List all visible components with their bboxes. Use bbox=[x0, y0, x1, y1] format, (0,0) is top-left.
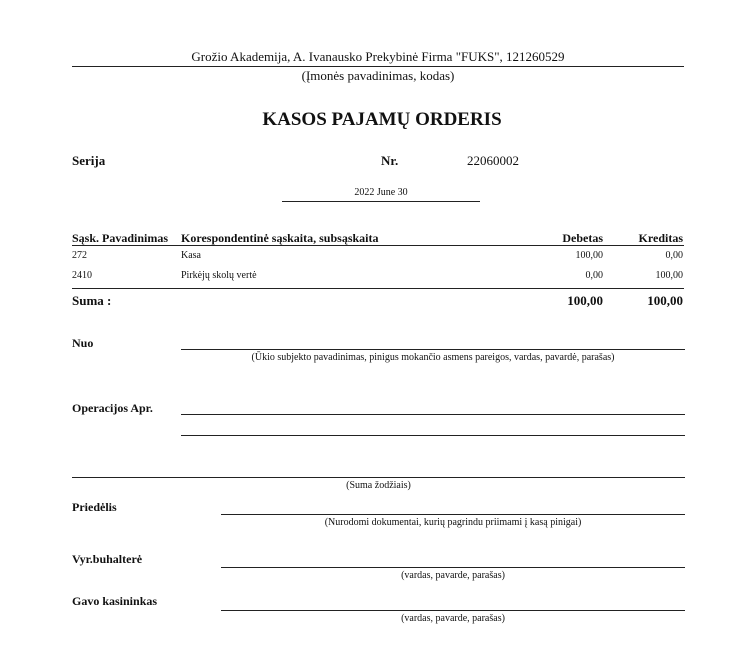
accountant-label: Vyr.buhalterė bbox=[72, 552, 143, 566]
sum-words-caption: (Suma žodžiais) bbox=[346, 480, 411, 491]
operation-label: Operacijos Apr. bbox=[72, 401, 153, 415]
row-account: 2410 bbox=[72, 270, 92, 281]
sum-debit: 100,00 bbox=[567, 293, 603, 308]
from-line bbox=[181, 349, 685, 350]
document-title: KASOS PAJAMŲ ORDERIS bbox=[262, 109, 502, 130]
row-correspondent: Pirkėjų skolų vertė bbox=[181, 270, 257, 281]
col-header-debit: Debetas bbox=[562, 231, 603, 245]
col-header-correspondent: Korespondentinė sąskaita, subsąskaita bbox=[181, 231, 379, 245]
table-sum-line bbox=[72, 288, 684, 289]
operation-line-1 bbox=[181, 414, 685, 415]
cashier-caption: (vardas, pavarde, parašas) bbox=[401, 613, 505, 624]
row-correspondent: Kasa bbox=[181, 250, 201, 261]
cashier-label: Gavo kasininkas bbox=[72, 594, 158, 608]
row-debit: 100,00 bbox=[575, 250, 603, 261]
date-underline bbox=[282, 201, 480, 202]
row-credit: 100,00 bbox=[655, 270, 683, 281]
company-caption: (Įmonės pavadinimas, kodas) bbox=[301, 68, 455, 83]
company-underline bbox=[72, 66, 684, 67]
table-header-line bbox=[72, 245, 684, 246]
from-caption: (Ūkio subjekto pavadinimas, pinigus mokančio asmens pareigos, vardas, pavardė, parašas) bbox=[251, 352, 615, 363]
sum-credit: 100,00 bbox=[647, 293, 683, 308]
accountant-caption: (vardas, pavarde, parašas) bbox=[401, 570, 505, 581]
col-header-account: Sąsk. Pavadinimas bbox=[72, 231, 169, 245]
sum-words-line bbox=[72, 477, 685, 478]
sum-label: Suma : bbox=[72, 293, 112, 308]
attachment-line bbox=[221, 514, 685, 515]
accountant-line bbox=[221, 567, 685, 568]
attachment-label: Priedėlis bbox=[72, 500, 117, 514]
company-name: Grožio Akademija, A. Ivanausko Prekybinė Firma "FUKS", 121260529 bbox=[191, 49, 565, 64]
cashier-line bbox=[221, 610, 685, 611]
row-credit: 0,00 bbox=[665, 250, 683, 261]
document-date: 2022 June 30 bbox=[354, 187, 408, 198]
number-label: Nr. bbox=[381, 153, 399, 168]
row-debit: 0,00 bbox=[585, 270, 603, 281]
operation-line-2 bbox=[181, 435, 685, 436]
number-value: 22060002 bbox=[467, 153, 519, 168]
series-label: Serija bbox=[72, 153, 106, 168]
col-header-credit: Kreditas bbox=[638, 231, 683, 245]
attachment-caption: (Nurodomi dokumentai, kurių pagrindu priimami į kasą pinigai) bbox=[324, 517, 582, 528]
from-label: Nuo bbox=[72, 336, 94, 350]
row-account: 272 bbox=[72, 250, 87, 261]
